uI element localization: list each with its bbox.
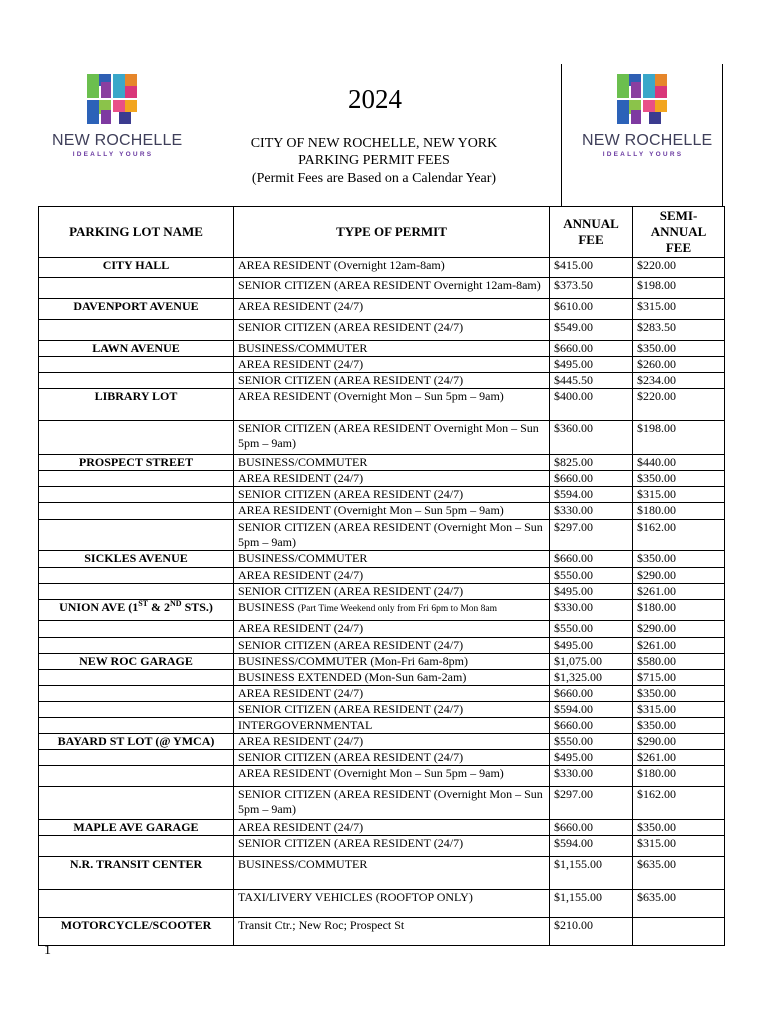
new-rochelle-logo-right [582, 74, 713, 160]
permit-type-cell: SENIOR CITIZEN (AREA RESIDENT (24/7) [234, 373, 550, 389]
permit-type-cell: AREA RESIDENT (24/7) [234, 568, 550, 584]
lot-name-cell: NEW ROC GARAGE [39, 654, 234, 670]
table-row [39, 836, 725, 857]
semi-annual-fee-cell: $580.00 [633, 654, 725, 670]
lot-name-cell [39, 278, 234, 299]
table-row [39, 471, 725, 487]
table-row [39, 600, 725, 621]
permit-type-cell: SENIOR CITIZEN (AREA RESIDENT (24/7) [234, 320, 550, 341]
annual-fee-cell: $330.00 [550, 766, 633, 787]
semi-annual-fee-cell: $162.00 [633, 520, 725, 551]
permit-type-cell: TAXI/LIVERY VEHICLES (ROOFTOP ONLY) [234, 890, 550, 918]
permit-type-cell: SENIOR CITIZEN (AREA RESIDENT (Overnight Mon – Sun 5pm – 9am) [234, 520, 550, 551]
annual-fee-cell: $210.00 [550, 918, 633, 946]
table-row [39, 357, 725, 373]
table-row [39, 584, 725, 600]
annual-fee-cell: $660.00 [550, 820, 633, 836]
annual-fee-cell: $400.00 [550, 389, 633, 421]
table-row [39, 551, 725, 568]
permit-type-cell: AREA RESIDENT (24/7) [234, 299, 550, 320]
annual-fee-cell: $495.00 [550, 357, 633, 373]
permit-type-cell: SENIOR CITIZEN (AREA RESIDENT Overnight 12am-8am) [234, 278, 550, 299]
semi-annual-fee-cell: $162.00 [633, 787, 725, 820]
lot-name-cell: SICKLES AVENUE [39, 551, 234, 568]
semi-annual-fee-cell: $261.00 [633, 584, 725, 600]
lot-name-cell: LIBRARY LOT [39, 389, 234, 421]
table-row [39, 820, 725, 836]
semi-annual-fee-cell: $234.00 [633, 373, 725, 389]
semi-annual-fee-cell: $180.00 [633, 766, 725, 787]
annual-fee-cell: $495.00 [550, 584, 633, 600]
permit-type-cell: SENIOR CITIZEN (AREA RESIDENT (24/7) [234, 487, 550, 503]
document-note: (Permit Fees are Based on a Calendar Year) [251, 171, 497, 186]
table-row [39, 686, 725, 702]
table-row [39, 638, 725, 654]
table-header-row [39, 207, 725, 258]
permit-type-cell: BUSINESS/COMMUTER [234, 455, 550, 471]
annual-fee-cell: $1,155.00 [550, 857, 633, 890]
lot-name-part: UNION AVE (1 [59, 600, 139, 614]
semi-annual-fee-cell: $290.00 [633, 568, 725, 584]
logo-tagline: IDEALLY YOURS [72, 151, 154, 158]
lot-name-cell [39, 787, 234, 820]
lot-name-cell [39, 373, 234, 389]
permit-type-cell: AREA RESIDENT (24/7) [234, 734, 550, 750]
permit-type-cell: AREA RESIDENT (Overnight Mon – Sun 5pm – 9am) [234, 766, 550, 787]
annual-fee-cell: $825.00 [550, 455, 633, 471]
table-row [39, 621, 725, 638]
lot-name-cell: DAVENPORT AVENUE [39, 299, 234, 320]
document-year: 2024 [348, 84, 402, 114]
annual-fee-cell: $550.00 [550, 734, 633, 750]
semi-annual-fee-cell: $290.00 [633, 734, 725, 750]
lot-name-cell [39, 750, 234, 766]
lot-name-cell [39, 638, 234, 654]
logo-tagline: IDEALLY YOURS [602, 151, 684, 158]
annual-fee-cell: $1,325.00 [550, 670, 633, 686]
lot-name-cell [39, 568, 234, 584]
page-number: 1 [44, 943, 51, 958]
semi-annual-fee-cell: $180.00 [633, 503, 725, 520]
semi-annual-fee-cell: $180.00 [633, 600, 725, 621]
lot-name-cell [39, 686, 234, 702]
permit-type-cell: BUSINESS/COMMUTER (Mon-Fri 6am-8pm) [234, 654, 550, 670]
lot-name-part: ST [138, 599, 148, 608]
table-row [39, 278, 725, 299]
permit-type-cell: AREA RESIDENT (24/7) [234, 357, 550, 373]
header-permit-type: TYPE OF PERMIT [234, 207, 550, 258]
lot-name-cell [39, 836, 234, 857]
new-rochelle-logo-left [52, 74, 183, 160]
table-row [39, 718, 725, 734]
parking-fees-table [38, 206, 725, 946]
semi-annual-fee-cell: $315.00 [633, 487, 725, 503]
annual-fee-cell: $297.00 [550, 520, 633, 551]
lot-name-cell [39, 766, 234, 787]
lot-name-cell [39, 600, 234, 621]
permit-type-cell: AREA RESIDENT (24/7) [234, 621, 550, 638]
permit-type-cell: SENIOR CITIZEN (AREA RESIDENT (24/7) [234, 836, 550, 857]
semi-annual-fee-cell: $260.00 [633, 357, 725, 373]
table-row [39, 389, 725, 421]
annual-fee-cell: $297.00 [550, 787, 633, 820]
lot-name-cell [39, 584, 234, 600]
table-row [39, 918, 725, 946]
permit-type-cell: BUSINESS/COMMUTER [234, 341, 550, 357]
table-row [39, 750, 725, 766]
annual-fee-cell: $594.00 [550, 702, 633, 718]
lot-name-cell [39, 621, 234, 638]
semi-annual-fee-cell: $440.00 [633, 455, 725, 471]
header-right-border [722, 64, 723, 206]
semi-annual-fee-cell: $290.00 [633, 621, 725, 638]
document-title: CITY OF NEW ROCHELLE, NEW YORK [250, 136, 498, 151]
permit-type-cell: SENIOR CITIZEN (AREA RESIDENT (24/7) [234, 584, 550, 600]
permit-type-cell: SENIOR CITIZEN (AREA RESIDENT (24/7) [234, 750, 550, 766]
table-row [39, 487, 725, 503]
semi-annual-fee-cell: $283.50 [633, 320, 725, 341]
lot-name-cell [39, 520, 234, 551]
annual-fee-cell: $594.00 [550, 487, 633, 503]
table-row [39, 766, 725, 787]
nrny-logo-mark [617, 74, 669, 126]
lot-name-cell [39, 670, 234, 686]
annual-fee-cell: $495.00 [550, 638, 633, 654]
lot-name-cell [39, 718, 234, 734]
lot-name-cell: MAPLE AVE GARAGE [39, 820, 234, 836]
annual-fee-cell: $550.00 [550, 621, 633, 638]
lot-name-cell [39, 357, 234, 373]
table-row [39, 520, 725, 551]
annual-fee-cell: $594.00 [550, 836, 633, 857]
permit-type-cell: BUSINESS EXTENDED (Mon-Sun 6am-2am) [234, 670, 550, 686]
permit-type-cell: AREA RESIDENT (24/7) [234, 471, 550, 487]
semi-annual-fee-cell: $635.00 [633, 857, 725, 890]
permit-type-cell: Transit Ctr.; New Roc; Prospect St [234, 918, 550, 946]
semi-annual-fee-cell: $350.00 [633, 718, 725, 734]
header-semi-annual-fee: SEMI-ANNUAL FEE [633, 207, 725, 258]
annual-fee-cell: $610.00 [550, 299, 633, 320]
lot-name-cell: BAYARD ST LOT (@ YMCA) [39, 734, 234, 750]
table-row [39, 857, 725, 890]
lot-name-cell: LAWN AVENUE [39, 341, 234, 357]
lot-name-cell [39, 702, 234, 718]
lot-name-cell [39, 320, 234, 341]
annual-fee-cell: $1,155.00 [550, 890, 633, 918]
lot-name-cell [39, 421, 234, 455]
annual-fee-cell: $360.00 [550, 421, 633, 455]
table-row [39, 320, 725, 341]
header-annual-fee: ANNUAL FEE [550, 207, 633, 258]
logo-city-name: NEW ROCHELLE [582, 132, 713, 149]
semi-annual-fee-cell: $315.00 [633, 299, 725, 320]
table-row [39, 373, 725, 389]
lot-name-part: & 2 [148, 600, 170, 614]
annual-fee-cell: $660.00 [550, 551, 633, 568]
annual-fee-cell: $1,075.00 [550, 654, 633, 670]
nrny-logo-mark [87, 74, 139, 126]
lot-name-cell [39, 503, 234, 520]
permit-type-text: BUSINESS [238, 600, 298, 614]
semi-annual-fee-cell: $715.00 [633, 670, 725, 686]
annual-fee-cell: $415.00 [550, 258, 633, 278]
lot-name-cell [39, 471, 234, 487]
permit-type-note: (Part Time Weekend only from Fri 6pm to Mon 8am [297, 604, 498, 614]
table-row [39, 299, 725, 320]
semi-annual-fee-cell: $198.00 [633, 421, 725, 455]
table-row [39, 568, 725, 584]
semi-annual-fee-cell [633, 918, 725, 946]
permit-type-cell: SENIOR CITIZEN (AREA RESIDENT (Overnight Mon – Sun 5pm – 9am) [234, 787, 550, 820]
permit-type-cell: AREA RESIDENT (Overnight Mon – Sun 5pm – 9am) [234, 389, 550, 421]
annual-fee-cell: $549.00 [550, 320, 633, 341]
table-row [39, 654, 725, 670]
semi-annual-fee-cell: $261.00 [633, 750, 725, 766]
semi-annual-fee-cell: $315.00 [633, 702, 725, 718]
table-row [39, 503, 725, 520]
semi-annual-fee-cell: $350.00 [633, 341, 725, 357]
table-row [39, 421, 725, 455]
table-row [39, 702, 725, 718]
annual-fee-cell: $660.00 [550, 341, 633, 357]
annual-fee-cell: $330.00 [550, 600, 633, 621]
lot-name-cell [39, 487, 234, 503]
lot-name-cell: CITY HALL [39, 258, 234, 278]
semi-annual-fee-cell: $635.00 [633, 890, 725, 918]
lot-name-cell [39, 890, 234, 918]
permit-type-cell: AREA RESIDENT (24/7) [234, 686, 550, 702]
semi-annual-fee-cell: $350.00 [633, 820, 725, 836]
permit-type-cell: BUSINESS/COMMUTER [234, 551, 550, 568]
annual-fee-cell: $660.00 [550, 718, 633, 734]
lot-name-cell: N.R. TRANSIT CENTER [39, 857, 234, 890]
document-subtitle: PARKING PERMIT FEES [298, 153, 450, 168]
annual-fee-cell: $373.50 [550, 278, 633, 299]
semi-annual-fee-cell: $350.00 [633, 686, 725, 702]
table-row [39, 734, 725, 750]
permit-type-cell: INTERGOVERNMENTAL [234, 718, 550, 734]
lot-name-part: ND [170, 599, 182, 608]
table-row [39, 787, 725, 820]
permit-type-cell: SENIOR CITIZEN (AREA RESIDENT Overnight Mon – Sun 5pm – 9am) [234, 421, 550, 455]
logo-city-name: NEW ROCHELLE [52, 132, 183, 149]
semi-annual-fee-cell: $350.00 [633, 471, 725, 487]
permit-type-cell: SENIOR CITIZEN (AREA RESIDENT (24/7) [234, 638, 550, 654]
semi-annual-fee-cell: $261.00 [633, 638, 725, 654]
annual-fee-cell: $660.00 [550, 471, 633, 487]
annual-fee-cell: $495.00 [550, 750, 633, 766]
permit-type-cell [234, 600, 550, 621]
header-lot-name: PARKING LOT NAME [39, 207, 234, 258]
lot-name-cell: PROSPECT STREET [39, 455, 234, 471]
table-row [39, 670, 725, 686]
permit-type-cell: AREA RESIDENT (24/7) [234, 820, 550, 836]
table-row [39, 455, 725, 471]
permit-type-cell: BUSINESS/COMMUTER [234, 857, 550, 890]
semi-annual-fee-cell: $198.00 [633, 278, 725, 299]
table-row [39, 890, 725, 918]
semi-annual-fee-cell: $315.00 [633, 836, 725, 857]
permit-type-cell: AREA RESIDENT (Overnight Mon – Sun 5pm – 9am) [234, 503, 550, 520]
table-row [39, 341, 725, 357]
annual-fee-cell: $330.00 [550, 503, 633, 520]
semi-annual-fee-cell: $220.00 [633, 258, 725, 278]
annual-fee-cell: $660.00 [550, 686, 633, 702]
permit-type-cell: AREA RESIDENT (Overnight 12am-8am) [234, 258, 550, 278]
lot-name-cell: MOTORCYCLE/SCOOTER [39, 918, 234, 946]
table-row [39, 258, 725, 278]
semi-annual-fee-cell: $220.00 [633, 389, 725, 421]
semi-annual-fee-cell: $350.00 [633, 551, 725, 568]
annual-fee-cell: $445.50 [550, 373, 633, 389]
permit-type-cell: SENIOR CITIZEN (AREA RESIDENT (24/7) [234, 702, 550, 718]
lot-name-part: STS.) [181, 600, 213, 614]
annual-fee-cell: $550.00 [550, 568, 633, 584]
